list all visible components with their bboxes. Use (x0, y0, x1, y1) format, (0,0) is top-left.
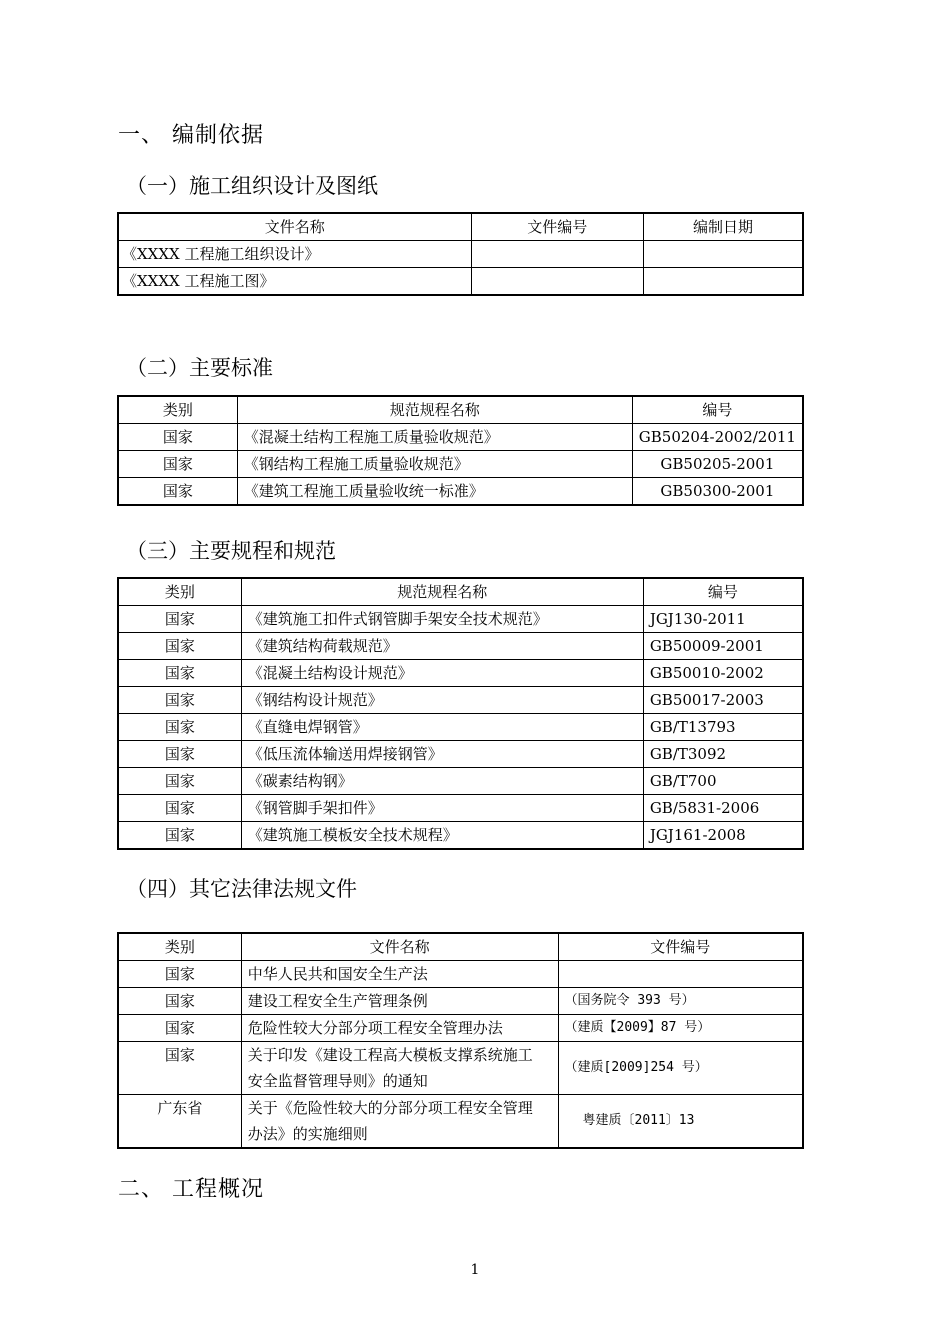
table-row (118, 714, 803, 741)
table-cell: GB/T3092 (643, 741, 803, 768)
table-cell: 《建筑结构荷载规范》 (241, 633, 643, 660)
table-header-row (118, 578, 803, 606)
table-cell: 国家 (118, 768, 241, 795)
table-cell: 国家 (118, 424, 237, 451)
table-cell: GB/T13793 (643, 714, 803, 741)
subsection-title-2: （二）主要标准 (126, 356, 273, 380)
table-cell: 《XXXX 工程施工图》 (118, 268, 471, 296)
table-cell: 国家 (118, 687, 241, 714)
table-header-row (118, 396, 803, 424)
table-cell: 国家 (118, 741, 241, 768)
subsection-title-4: （四）其它法律法规文件 (126, 877, 357, 901)
section-title-2: 二、 工程概况 (118, 1177, 264, 1202)
table-row (118, 241, 803, 268)
table-construction-design (117, 212, 804, 296)
header-cell: 规范规程名称 (237, 396, 632, 424)
table-cell: 《建筑施工扣件式钢管脚手架安全技术规范》 (241, 606, 643, 633)
table-cell: 建设工程安全生产管理条例 (241, 988, 558, 1015)
cell-line: 安全监督管理导则》的通知 (247, 1072, 428, 1090)
table-laws (117, 932, 804, 1149)
table-cell: 《钢管脚手架扣件》 (241, 795, 643, 822)
table-cell: 国家 (118, 451, 237, 478)
table-cell-multiline (241, 1042, 558, 1095)
table-cell: 国家 (118, 714, 241, 741)
table-cell: GB/5831-2006 (643, 795, 803, 822)
table-row (118, 961, 803, 988)
table-cell (558, 961, 803, 988)
table-cell: （建质【2009】87 号） (558, 1015, 803, 1042)
table-cell: 中华人民共和国安全生产法 (241, 961, 558, 988)
table-cell: GB50300-2001 (632, 478, 803, 506)
cell-line: 办法》的实施细则 (247, 1125, 368, 1143)
cell-line: 关于印发《建设工程高大模板支撑系统施工 (247, 1046, 533, 1064)
table-cell: （国务院令 393 号） (558, 988, 803, 1015)
header-cell: 类别 (118, 933, 241, 961)
table-cell (471, 268, 643, 296)
table-cell: 《建筑工程施工质量验收统一标准》 (237, 478, 632, 506)
table-row (118, 1095, 803, 1149)
table-cell: 《混凝土结构设计规范》 (241, 660, 643, 687)
table-cell: GB/T700 (643, 768, 803, 795)
table-cell (471, 241, 643, 268)
subsection-title-1: （一）施工组织设计及图纸 (126, 174, 378, 198)
table-header-row (118, 933, 803, 961)
table-cell: 国家 (118, 988, 241, 1015)
table-cell: JGJ161-2008 (643, 822, 803, 850)
table-cell: 《钢结构设计规范》 (241, 687, 643, 714)
table-row (118, 478, 803, 506)
table-cell: 国家 (118, 606, 241, 633)
header-cell: 类别 (118, 578, 241, 606)
table-row (118, 424, 803, 451)
header-cell: 编制日期 (644, 213, 804, 241)
table-row (118, 768, 803, 795)
table-cell: GB50010-2002 (643, 660, 803, 687)
table-cell (644, 241, 804, 268)
table-cell: GB50009-2001 (643, 633, 803, 660)
page-number: 1 (470, 1262, 480, 1278)
table-row (118, 988, 803, 1015)
table-cell: GB50204-2002/2011 (632, 424, 803, 451)
table-header-row (118, 213, 803, 241)
table-cell: GB50205-2001 (632, 451, 803, 478)
table-cell: 国家 (118, 633, 241, 660)
table-row (118, 741, 803, 768)
header-cell: 编号 (632, 396, 803, 424)
table-row (118, 822, 803, 850)
table-row (118, 687, 803, 714)
table-cell: 国家 (118, 961, 241, 988)
table-cell: 广东省 (118, 1095, 241, 1149)
table-row (118, 1042, 803, 1095)
table-cell: 《混凝土结构工程施工质量验收规范》 (237, 424, 632, 451)
table-cell: 国家 (118, 822, 241, 850)
table-cell: 《建筑施工模板安全技术规程》 (241, 822, 643, 850)
table-cell: 《XXXX 工程施工组织设计》 (118, 241, 471, 268)
table-cell: 国家 (118, 795, 241, 822)
header-cell: 文件名称 (241, 933, 558, 961)
table-cell (644, 268, 804, 296)
section-title-1: 一、 编制依据 (118, 123, 264, 148)
header-cell: 类别 (118, 396, 237, 424)
table-cell: 国家 (118, 478, 237, 506)
table-cell: （建质[2009]254 号） (558, 1042, 803, 1095)
cell-line: 关于《危险性较大的分部分项工程安全管理 (247, 1099, 533, 1117)
header-cell: 文件编号 (558, 933, 803, 961)
table-cell: 《钢结构工程施工质量验收规范》 (237, 451, 632, 478)
header-cell: 编号 (643, 578, 803, 606)
table-main-standards (117, 395, 804, 506)
table-cell: 《直缝电焊钢管》 (241, 714, 643, 741)
table-row (118, 1015, 803, 1042)
header-cell: 规范规程名称 (241, 578, 643, 606)
header-cell: 文件名称 (118, 213, 471, 241)
table-cell: 粤建质〔2011〕13 (558, 1095, 803, 1149)
table-cell: 危险性较大分部分项工程安全管理办法 (241, 1015, 558, 1042)
table-cell: 国家 (118, 1042, 241, 1095)
table-cell: 国家 (118, 660, 241, 687)
table-row (118, 268, 803, 296)
table-cell: 国家 (118, 1015, 241, 1042)
table-row (118, 451, 803, 478)
table-cell: JGJ130-2011 (643, 606, 803, 633)
table-cell: 《碳素结构钢》 (241, 768, 643, 795)
table-cell: GB50017-2003 (643, 687, 803, 714)
subsection-title-3: （三）主要规程和规范 (126, 539, 336, 563)
table-regulations (117, 577, 804, 850)
table-row (118, 795, 803, 822)
table-row (118, 633, 803, 660)
table-row (118, 606, 803, 633)
table-cell-multiline (241, 1095, 558, 1149)
table-row (118, 660, 803, 687)
header-cell: 文件编号 (471, 213, 643, 241)
table-cell: 《低压流体输送用焊接钢管》 (241, 741, 643, 768)
